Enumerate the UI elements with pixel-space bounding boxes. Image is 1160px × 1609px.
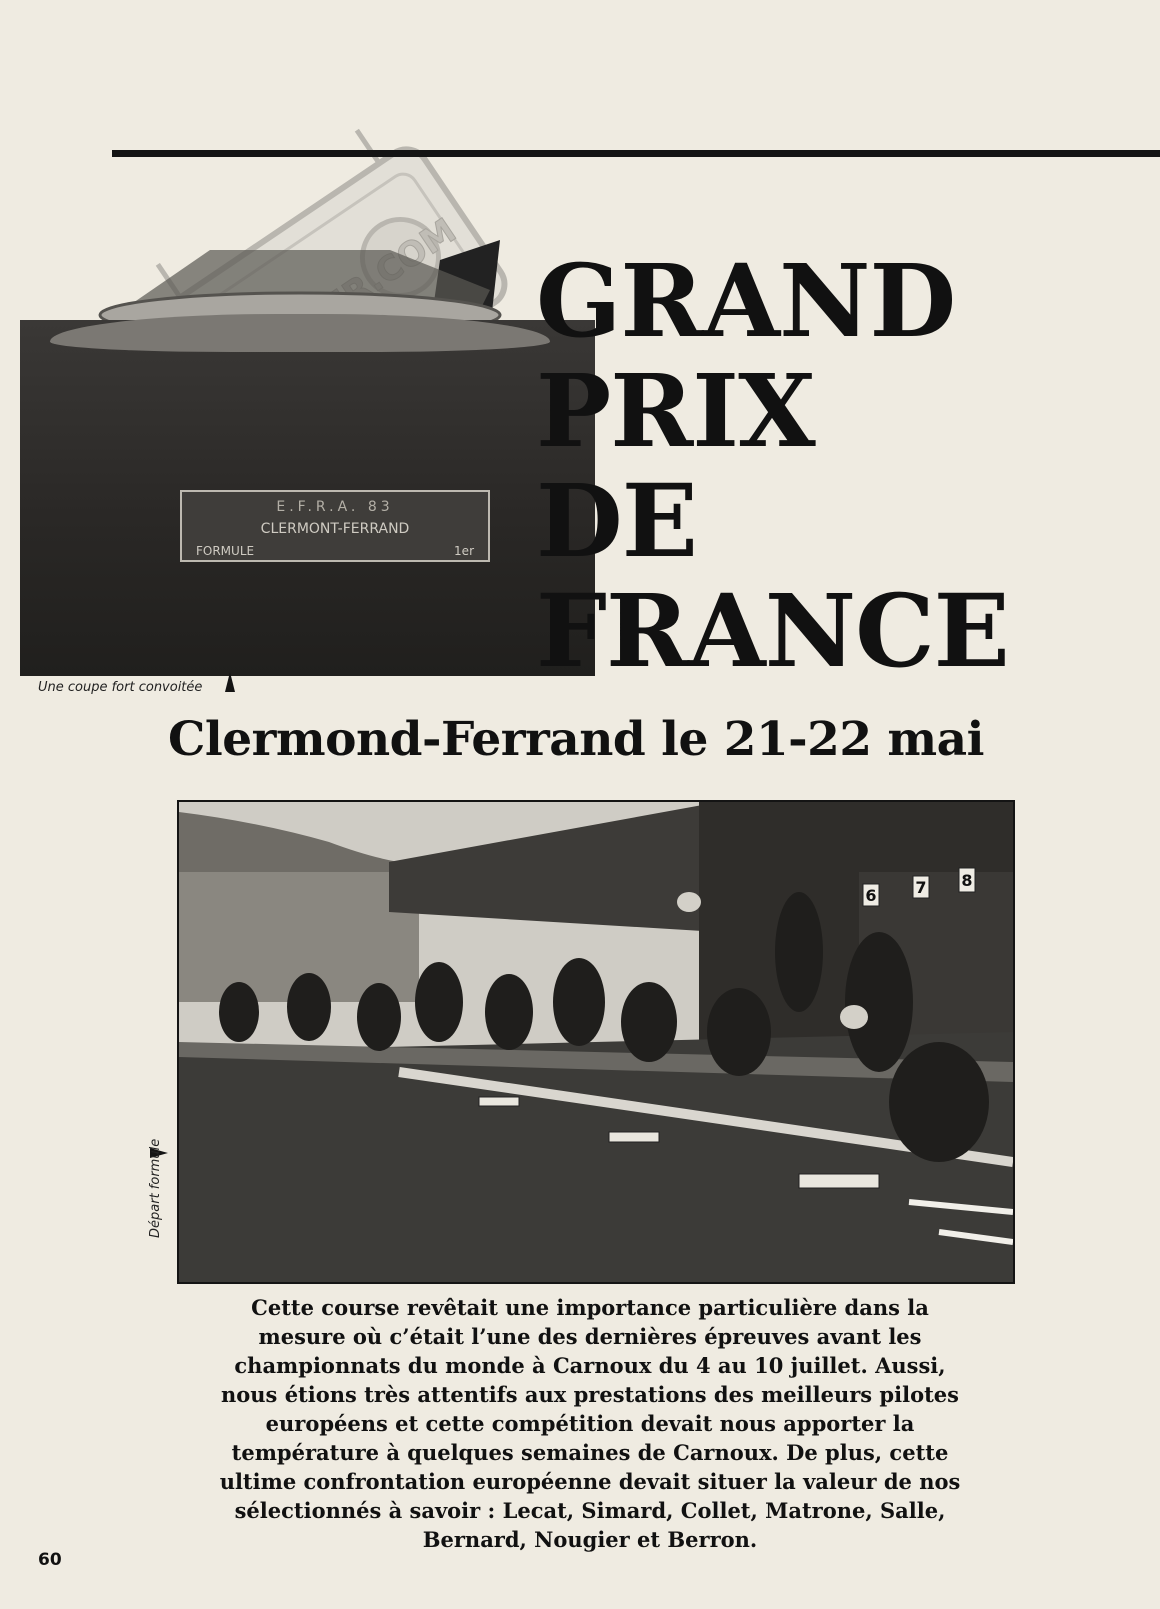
lead-line: mesure où c’était l’une des dernières épreuves avant les (258, 1324, 922, 1349)
headline-line-3: DE (536, 462, 697, 580)
plaque-place: 1er (454, 544, 474, 558)
lead-line: sélectionnés à savoir : Lecat, Simard, Collet, Matrone, Salle, (234, 1498, 946, 1523)
trophy-caption: Une coupe fort convoitée (38, 680, 203, 695)
plaque-category: FORMULE (196, 544, 255, 558)
lead-line: européens et cette compétition devait nous apporter la (265, 1411, 915, 1436)
lead-line: Bernard, Nougier et Berron. (422, 1527, 758, 1552)
trophy-photo-top (70, 100, 590, 330)
trophy-plaque (180, 490, 490, 562)
lead-line: championnats du monde à Carnoux du 4 au 10 juillet. Aussi, (234, 1353, 946, 1378)
lead-line: ultime confrontation européenne devait situer la valeur de nos (219, 1469, 961, 1494)
headline-line-4: FRANCE (536, 572, 1009, 690)
plaque-line-3 (182, 540, 488, 562)
stand-number-8: 8 (961, 871, 973, 890)
headline-line-2: PRIX (536, 352, 815, 470)
race-start-photo (177, 800, 1015, 1284)
plaque-line-1: E.F.R.A. 83 (276, 499, 394, 515)
subheadline: Clermond-Ferrand le 21-22 mai (168, 712, 984, 767)
page-number: 60 (38, 1550, 62, 1570)
headline-line-1: GRAND (536, 242, 956, 360)
lead-paragraph (150, 1293, 1030, 1554)
caption-arrow-up-icon (225, 672, 235, 692)
lead-line: température à quelques semaines de Carnoux. De plus, cette (231, 1440, 949, 1465)
lead-line: nous étions très attentifs aux prestations des meilleurs pilotes (221, 1382, 959, 1407)
stand-number-6: 6 (865, 886, 877, 905)
headline (536, 242, 1009, 690)
trophy-base-top (50, 314, 550, 352)
lead-line: Cette course revêtait une importance particulière dans la (251, 1295, 929, 1320)
plaque-line-2: CLERMONT-FERRAND (260, 521, 410, 537)
race-photo-scene (179, 802, 1013, 1282)
race-photo-caption: Départ formule (148, 1138, 163, 1238)
trophy-photo (20, 320, 595, 676)
stand-number-7: 7 (915, 878, 927, 897)
